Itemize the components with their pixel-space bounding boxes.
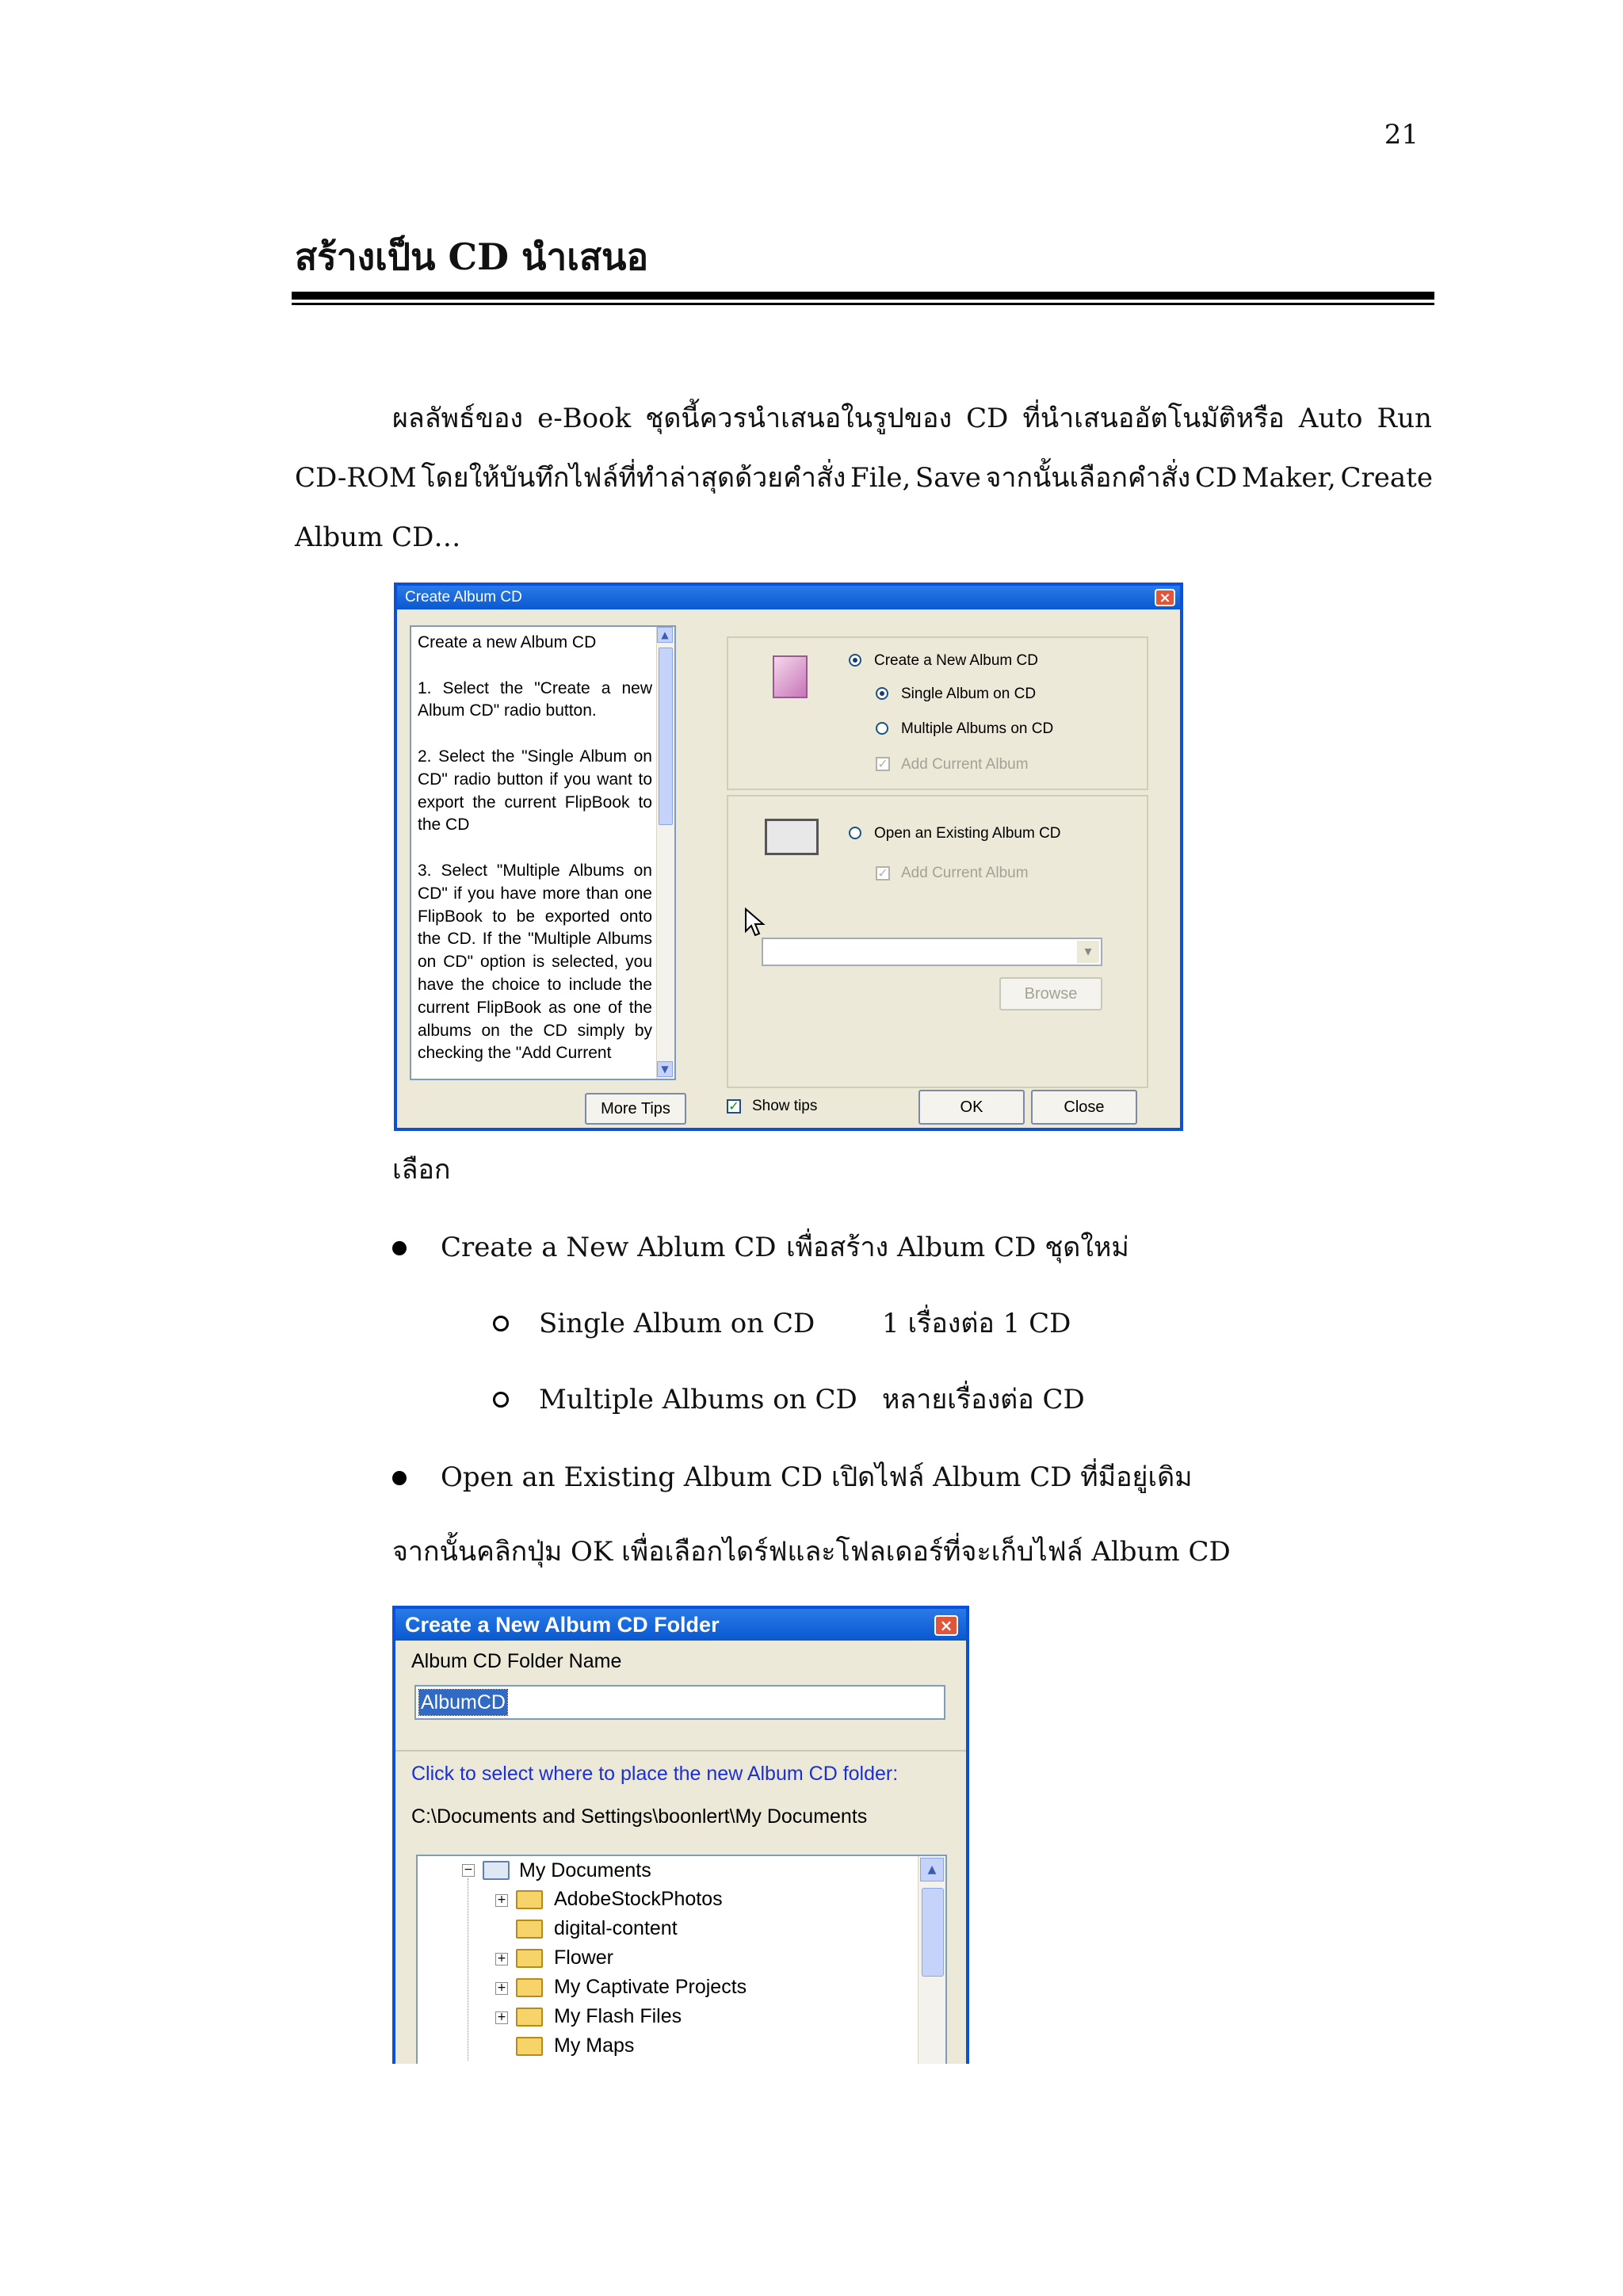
scroll-down-icon[interactable]: ▼ [657,1061,673,1077]
folder-name-value: AlbumCD [421,1691,506,1713]
dropdown-arrow-icon[interactable]: ▾ [1077,941,1099,963]
intro-word: CD [966,403,1009,434]
tree-item[interactable]: digital-content [554,1917,678,1939]
tip-item: 3. Select "Multiple Albums on CD" if you have more than one FlipBook to be exported onto the CD. If the "Multiple Albums on CD" option is selected, you have the choice to include the current FlipBook as one of the albums on the CD simply by checking the "Add Current [418,861,652,1063]
intro-word: File, [850,462,911,494]
page-number: 21 [1384,119,1419,151]
folder-icon [516,1949,543,1968]
folder-icon [516,1920,543,1939]
scroll-thumb[interactable] [659,648,673,825]
intro-word: e-Book [537,403,632,434]
intro-word: CD [1194,462,1238,494]
then-line: จากนั้นคลิกปุ่ม OK เพื่อเลือกไดร์ฟและโฟลเดอร์ที่จะเก็บไฟล์ Album CD [392,1536,1231,1568]
select-label: เลือก [392,1154,451,1186]
tree-item[interactable]: Flower [554,1946,614,1969]
tips-text [418,632,652,1080]
intro-word: Save [915,462,981,494]
current-path: C:\Documents and Settings\boonlert\My Documents [411,1805,868,1828]
tree-item[interactable]: My Flash Files [554,2005,682,2027]
bullet-circle-icon [493,1316,509,1331]
folder-icon [516,2008,543,2027]
section-heading: สร้างเป็น CD นำเสนอ [295,235,649,278]
create-new-group [727,636,1148,790]
close-button[interactable]: Close [1031,1090,1137,1125]
add-current-checkbox-2[interactable]: ✓ [876,866,890,881]
open-existing-label: Open an Existing Album CD [874,825,1061,842]
folder-icon [516,1890,543,1909]
option-desc: 1 เรื่องต่อ 1 CD [882,1308,1071,1339]
expand-icon[interactable]: + [495,1894,508,1907]
collapse-icon[interactable]: − [462,1864,475,1877]
show-tips-checkbox[interactable]: ✓ [727,1099,741,1114]
option-label: Multiple Albums on CD [539,1384,857,1415]
dialog-title: Create Album CD [405,589,522,606]
tips-panel [410,625,676,1080]
option-label: Create a New Ablum CD [441,1232,777,1263]
multiple-albums-radio[interactable] [876,722,888,735]
intro-word: Maker, [1241,462,1336,494]
option-desc: หลายเรื่องต่อ CD [882,1384,1085,1415]
ok-button[interactable]: OK [918,1090,1025,1125]
more-tips-button[interactable]: More Tips [585,1093,686,1125]
add-current-label: Add Current Album [901,756,1029,773]
heading-rule-thick [292,292,1434,300]
intro-word: ที่นำเสนออัตโนมัติหรือ [1022,403,1285,434]
heading-rule-thin [292,303,1434,305]
open-existing-line: Open an Existing Album CD เปิดไฟล์ Album CD ที่มีอยู่เดิม [441,1461,1193,1493]
intro-line-2 [295,462,1433,494]
album-path-combo[interactable] [762,938,1102,966]
option-desc: เพื่อสร้าง Album CD ชุดใหม่ [786,1232,1129,1263]
tip-item: 1. Select the "Create a new Album CD" radio button. [418,678,652,720]
browse-button[interactable]: Browse [999,977,1102,1010]
create-new-radio[interactable] [849,654,861,667]
scroll-thumb[interactable] [922,1888,944,1977]
create-folder-dialog [392,1606,969,2064]
open-existing-group [727,795,1148,1088]
create-new-label: Create a New Album CD [874,652,1038,669]
option-label: Single Album on CD [539,1308,815,1339]
bullet-circle-icon [493,1392,509,1408]
intro-word: โดยให้บันทึกไฟล์ที่ทำล่าสุดด้วยคำสั่ง [421,462,846,494]
folder-name-input[interactable] [414,1685,945,1720]
album-cd-icon [773,655,808,698]
dialog-title-bar [395,1609,966,1641]
intro-word: Run [1377,403,1432,434]
multiple-albums-label: Multiple Albums on CD [901,720,1054,737]
folder-icon [516,1978,543,1997]
add-current-label-2: Add Current Album [901,865,1029,881]
scroll-up-icon[interactable]: ▲ [657,627,673,643]
tips-title: Create a new Album CD [418,633,597,651]
scroll-up-icon[interactable]: ▲ [920,1858,944,1881]
tree-item[interactable]: My Captivate Projects [554,1976,747,1998]
dialog-title: Create a New Album CD Folder [405,1613,720,1637]
folder-tree[interactable] [416,1855,947,2064]
location-hint-link[interactable]: Click to select where to place the new Album CD folder: [411,1763,899,1785]
bullet-dot-icon [392,1241,407,1255]
close-icon[interactable]: × [934,1615,958,1636]
intro-word: Auto [1298,403,1363,434]
tree-item[interactable]: AdobeStockPhotos [554,1888,723,1910]
single-album-radio[interactable] [876,687,888,700]
tree-root-label[interactable]: My Documents [519,1859,651,1881]
intro-line-3: Album CD… [295,521,461,553]
add-current-checkbox[interactable]: ✓ [876,757,890,771]
tip-item: 2. Select the "Single Album on CD" radio button if you want to export the current FlipBook to the CD [418,747,652,835]
album-book-icon [765,819,819,855]
single-album-label: Single Album on CD [901,686,1037,702]
tips-scrollbar[interactable] [656,627,674,1079]
intro-word: จากนั้นเลือกคำสั่ง [985,462,1191,494]
mouse-cursor-icon [744,907,766,939]
intro-word: CD-ROM [295,462,417,494]
bullet-dot-icon [392,1471,407,1485]
intro-word: ผลลัพธ์ของ [392,403,524,434]
open-existing-radio[interactable] [849,827,861,839]
expand-icon[interactable]: + [495,1953,508,1966]
folder-icon [516,2037,543,2056]
my-documents-icon [483,1861,510,1880]
tree-scrollbar[interactable] [918,1856,945,2064]
close-icon[interactable]: × [1155,589,1175,606]
intro-line-1 [392,403,1432,434]
intro-word: ชุดนี้ควรนำเสนอในรูปของ [645,403,953,434]
show-tips-label: Show tips [752,1098,818,1114]
folder-name-label: Album CD Folder Name [411,1650,622,1672]
expand-icon[interactable]: + [495,2011,508,2024]
intro-word: Create [1340,462,1433,494]
dialog-title-bar [397,586,1180,609]
tree-item[interactable]: My Maps [554,2034,635,2057]
create-album-cd-dialog [394,583,1183,1131]
expand-icon[interactable]: + [495,1982,508,1995]
separator [395,1750,966,1752]
